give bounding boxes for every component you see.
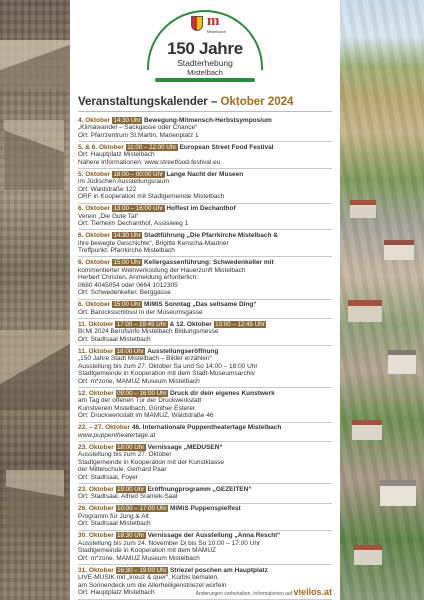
- photo-house: [388, 350, 416, 374]
- event-time-badge: 18:00 – 00:00 Uhr: [113, 170, 164, 178]
- event-item: [78, 319, 332, 346]
- event-title: & 12. Oktober: [169, 320, 212, 328]
- event-heading: [78, 205, 332, 213]
- event-date: 6. Oktober: [78, 205, 111, 213]
- event-item: [78, 169, 332, 204]
- event-detail-line: Ort: Tierheim Dechanthof, Assisiweg 1: [78, 220, 189, 228]
- aerial-photo-strip: [340, 0, 424, 600]
- photo-house: [350, 200, 376, 218]
- photo-house: [380, 480, 416, 506]
- event-detail-line: Nähere Informationen: www.streetfood-festival.eu: [78, 158, 221, 166]
- event-detail-line: www.puppentheatertage.at: [78, 431, 156, 439]
- event-detail-line: Kunstverein Mistelbach, Günther Esterer: [78, 404, 196, 412]
- event-time-badge: 14:30 Uhr: [113, 232, 141, 240]
- event-title: Hoffest im Dechanthof: [166, 205, 236, 213]
- event-detail-line: Herbert Christen, Anmeldung erforderlich:: [78, 274, 198, 282]
- photo-house: [352, 420, 382, 440]
- event-title: MiMiS Puppenspielfest: [169, 505, 241, 513]
- event-detail-line: Ort: Druckwerkstatt im MAMUZ, Waldstraße 46: [78, 412, 214, 420]
- page-title-main: Veranstaltungskalender –: [78, 96, 221, 108]
- event-time-badge: 15:00 Uhr: [113, 301, 141, 309]
- event-title: Druck dir dein eigenes Kunstwerk: [169, 389, 275, 397]
- event-detail-line: Stadtgemeinde in Kooperation mit dem Stadt-Museumsarchiv: [78, 370, 256, 378]
- event-date: 11. Oktober: [78, 347, 114, 355]
- event-time-badge: 13:00 – 16:00 Uhr: [113, 205, 164, 213]
- event-item: [78, 442, 332, 484]
- event-heading: [78, 232, 332, 240]
- event-title: Vernissage der Ausstellung „Anna Reschl“: [147, 532, 281, 540]
- event-heading: [78, 390, 332, 398]
- photo-rooftop: [6, 470, 64, 530]
- event-detail-line: Ort: Stadtsaal, Foyer: [78, 474, 138, 481]
- event-date: 23. Oktober: [78, 443, 114, 451]
- event-detail-line: Ort: Hauptplatz Mistelbach: [78, 589, 155, 597]
- event-detail-line: im Jüdischen Ausstellungsraum: [78, 178, 170, 186]
- event-date: 5. Oktober: [78, 170, 111, 178]
- event-date: 22. – 27. Oktober: [78, 424, 131, 432]
- event-detail-line: Treffpunkt: Pfarrkirche Mistelbach: [78, 247, 175, 255]
- event-heading: [78, 144, 332, 152]
- event-detail-line: Ort: m*zone, MAMUZ Museum Mistelbach: [78, 554, 200, 562]
- event-time-badge: 09:00 – 16:00 Uhr: [117, 389, 167, 397]
- event-item: [78, 142, 332, 169]
- event-title: Stadtführung „Die Pfarrkirche Mistelbach &: [143, 232, 278, 240]
- event-time-badge: 10:00 – 12:45 Uhr: [215, 320, 265, 328]
- event-item: [78, 204, 332, 231]
- event-item: [78, 531, 332, 566]
- event-date: 6. Oktober: [78, 259, 111, 267]
- photo-house: [384, 240, 414, 260]
- event-title: European Street Food Festival: [179, 143, 274, 151]
- event-time-badge: 16:30 – 19:00 Uhr: [117, 566, 167, 574]
- event-title: Bewegung-Mitmensch-Herbstsymposium: [143, 116, 272, 124]
- event-time-badge: 15:00 Uhr: [113, 259, 141, 267]
- photo-rooftop: [0, 330, 70, 410]
- event-item: [78, 257, 332, 299]
- event-detail-line: Bi:Mi 2024 Berufsinfo Mistelbach Bildungsmesse: [78, 328, 219, 336]
- event-detail-line: Stadtgemeinde in Kooperation mit dem MAMUZ: [78, 547, 217, 555]
- event-date: 11. Oktober: [78, 320, 114, 328]
- event-detail-line: Ort: Stadtsaal, Alfred Sramek-Saal: [78, 493, 178, 501]
- footer: [78, 587, 332, 597]
- event-item: [78, 230, 332, 257]
- brand-mark: m: [207, 13, 220, 29]
- event-item: [78, 484, 332, 503]
- event-item: [78, 504, 332, 531]
- event-heading: [78, 424, 332, 432]
- event-detail-line: am Sonnendeck um die Allerheiligenstriezel würfeln: [78, 581, 227, 589]
- photo-house: [348, 300, 382, 322]
- event-detail-line: Ort: Stadtsaal Mistelbach: [78, 520, 151, 528]
- event-item: [78, 423, 332, 442]
- calendar-panel: [70, 0, 340, 600]
- brand-sub: Mistelbach: [207, 29, 227, 34]
- logo-underline: [155, 78, 255, 82]
- event-detail-line: Ort: Pfarrzentrum St.Martin, Marienplatz 1: [78, 131, 199, 139]
- event-detail-line: ihre bewegte Geschichte“, Brigitte Kenscha-Mautner: [78, 239, 229, 247]
- event-heading: [78, 444, 332, 452]
- event-item: [78, 388, 332, 423]
- event-date: 31. Oktober: [78, 566, 114, 574]
- event-date: 6. Oktober: [78, 301, 111, 309]
- event-date: 26. Oktober: [78, 505, 114, 513]
- event-time-badge: 18:00 Uhr: [117, 443, 145, 451]
- footer-note: Änderungen vorbehalten, Informationen auf: [195, 591, 294, 597]
- event-title: Eröffnungprogramm „GEZEITEN“: [147, 485, 252, 493]
- photo-rooftop: [0, 40, 70, 90]
- event-time-badge: 19:00 Uhr: [117, 485, 145, 493]
- event-detail-line: der Mittelschule, Gerhard Paar: [78, 466, 167, 474]
- event-detail-line: 0680 4045054 oder 0664 1012305: [78, 281, 178, 289]
- event-detail-line: Ausstellung bis zum 24. November Di bis So 10:00 – 17:00 Uhr: [78, 539, 261, 547]
- event-item: [78, 115, 332, 142]
- event-title: 46. Internationale Puppentheatertage Mistelbach: [131, 424, 282, 432]
- event-list: [78, 115, 332, 600]
- event-date: 6. Oktober: [78, 232, 111, 240]
- event-item: [78, 346, 332, 388]
- event-detail-line: Stadtgemeinde in Kooperation mit der Kunstklasse: [78, 458, 224, 466]
- event-title: Striezel poschen am Hauptplatz: [169, 566, 268, 574]
- event-title: Ausstellungseröffnung: [147, 347, 219, 355]
- event-heading: [78, 321, 332, 329]
- footer-website-link[interactable]: viellos.at: [293, 587, 332, 597]
- event-time-badge: 11:00 – 22:00 Uhr: [127, 143, 177, 151]
- logo-subtitle: Stadterhebung: [177, 58, 233, 68]
- event-detail-line: Ort: Schwedenkeller, Berggasse: [78, 289, 171, 297]
- event-heading: [78, 171, 332, 179]
- event-detail-line: Ausstellung bis zum 27. Oktober: [78, 451, 172, 459]
- event-detail-line: Verein „Die Gute Tat“: [78, 212, 139, 220]
- event-detail-line: ORF in Kooperation mit Stadtgemeinde Mistelbach: [78, 193, 225, 201]
- logo-heading: 150 Jahre: [167, 39, 243, 58]
- event-date: 23. Oktober: [78, 485, 114, 493]
- logo-town: Mistelbach: [187, 68, 223, 77]
- coat-of-arms-icon: [191, 16, 203, 31]
- event-detail-line: Ort: Waldstraße 122: [78, 185, 137, 193]
- event-detail-line: Ort: Stadtsaal Mistelbach: [78, 335, 151, 343]
- page-title-month: Oktober 2024: [220, 96, 294, 108]
- photo-rooftop: [4, 120, 64, 190]
- event-heading: [78, 532, 332, 540]
- event-heading: [78, 301, 332, 309]
- event-heading: [78, 348, 332, 356]
- event-time-badge: 17:00 – 19:45 Uhr: [116, 320, 167, 328]
- event-date: 30. Oktober: [78, 532, 114, 540]
- event-detail-line: kommentierter Weinverkostung der Hauerzunft Mistelbach: [78, 266, 246, 274]
- event-detail-line: Programm für Jung & Alt: [78, 512, 149, 520]
- event-detail-line: am Tag der offenen Tür der Druckwerkstatt: [78, 397, 202, 405]
- photo-house: [354, 545, 382, 565]
- event-heading: [78, 567, 332, 575]
- event-heading: [78, 117, 332, 125]
- event-title: Kellergassenführung: Schwedenkeller mit: [143, 259, 274, 267]
- event-detail-line: LIVE-MUSIK mit „kreuz & quer“, Kürbis bemalen,: [78, 574, 219, 582]
- event-detail-line: Ort: m*zone, MAMUZ Museum Mistelbach: [78, 377, 200, 385]
- event-title: Lange Nacht der Museen: [166, 170, 244, 178]
- event-item: [78, 300, 332, 319]
- anniversary-logo: [141, 6, 269, 84]
- event-heading: [78, 505, 332, 513]
- historic-photo-strip: [0, 0, 70, 600]
- event-detail-line: Ausstellung bis zum 27. Oktober Sa und So 14:00 – 18:00 Uhr: [78, 362, 258, 370]
- event-time-badge: 14:30 Uhr: [113, 116, 141, 124]
- event-time-badge: 18:30 Uhr: [117, 532, 145, 540]
- event-detail-line: Ort: Barocksschlössl in der Museumsgasse: [78, 308, 203, 316]
- event-heading: [78, 486, 332, 494]
- event-date: 4. Oktober: [78, 116, 111, 124]
- event-date: 12. Oktober: [78, 389, 114, 397]
- event-detail-line: „150 Jahre Stadt Mistelbach – Bilder erzählen“: [78, 355, 212, 363]
- page-title: [78, 96, 332, 112]
- event-title: Vernissage „MEDUSEN“: [147, 443, 223, 451]
- event-date: 5. & 6. Oktober: [78, 143, 124, 151]
- event-heading: [78, 259, 332, 267]
- event-time-badge: 18:00 Uhr: [116, 347, 144, 355]
- event-title: MiMiS Sonntag „Das seltsame Ding“: [143, 301, 257, 309]
- event-detail-line: Ort: Hauptplatz Mistelbach: [78, 151, 155, 159]
- event-detail-line: „Klimawandel – Sackgasse oder Chance“: [78, 124, 198, 132]
- event-time-badge: 10:00 – 17:00 Uhr: [117, 505, 167, 513]
